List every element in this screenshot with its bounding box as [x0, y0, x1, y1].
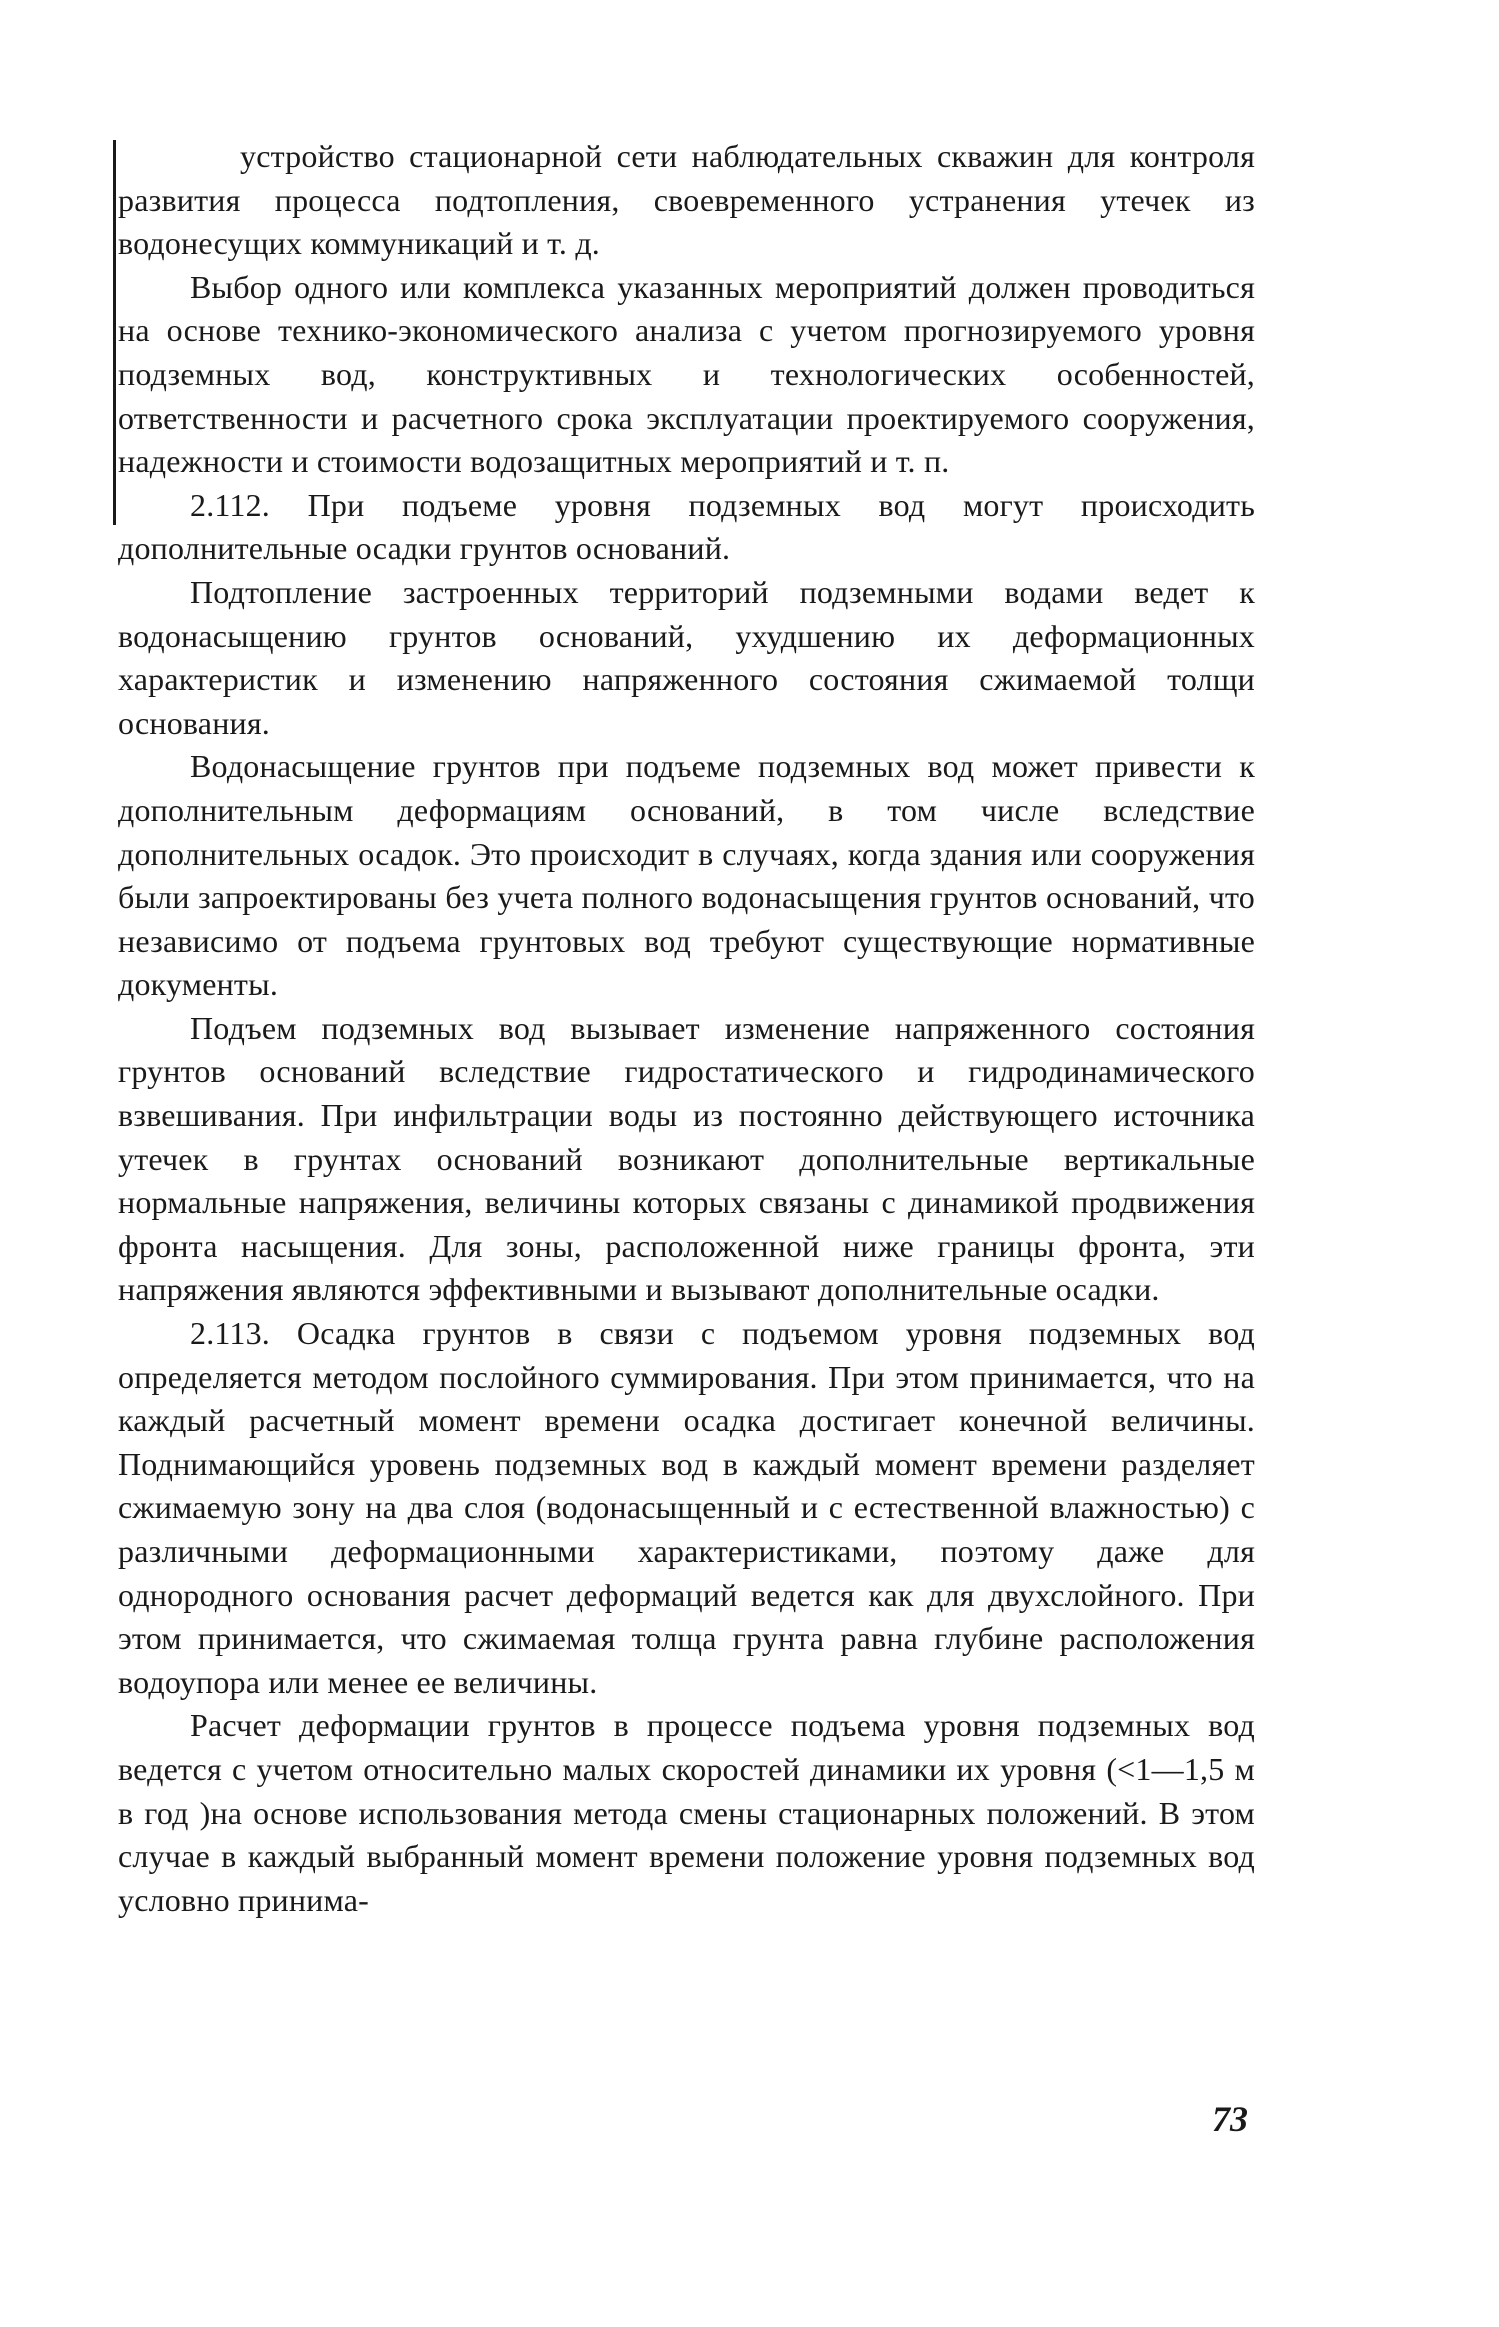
paragraph: Расчет деформации грунтов в процессе подъема уровня подземных вод ведется с учетом относительно малых скоростей динамики их уровня (<1—1,5 м в год )на основе использования метода смены стационарных положений. В этом случае в каждый выбранный момент времени положение уровня подземных вод условно принима- — [118, 1707, 1255, 1918]
section-2-113: 2.113. Осадка грунтов в связи с подъемом уровня подземных вод определяется методом послойного суммирования. При этом принимается, что на каждый расчетный момент времени осадка достигает конечной величины. Поднимающийся уровень подземных вод в каждый момент времени разделяет сжимаемую зону на два слоя (водонасыщенный и с естественной влажностью) с различными деформационными характеристиками, поэтому даже для однородного основания расчет деформаций ведется как для двухслойного. При этом принимается, что сжимаемая толща грунта равна глубине расположения водоупора или менее ее величины. — [118, 1315, 1255, 1700]
paragraph-continuation: устройство стационарной сети наблюдательных скважин для контроля развития процесса подтопления, своевременного устранения утечек из водонесущих коммуникаций и т. д. — [118, 138, 1255, 262]
paragraph: Подъем подземных вод вызывает изменение напряженного состояния грунтов оснований вследствие гидростатического и гидродинамического взвешивания. При инфильтрации воды из постоянно действующего источника утечек в грунтах оснований возникают дополнительные вертикальные нормальные напряжения, величины которых связаны с динамикой продвижения фронта насыщения. Для зоны, расположенной ниже границы фронта, эти напряжения являются эффективными и вызывают дополнительные осадки. — [118, 1009, 1255, 1308]
section-2-112: 2.112. При подъеме уровня подземных вод могут происходить дополнительные осадки грунтов оснований. — [118, 486, 1255, 567]
paragraph: Водонасыщение грунтов при подъеме подземных вод может привести к дополнительным деформациям оснований, в том числе вследствие дополнительных осадок. Это происходит в случаях, когда здания или сооружения были запроектированы без учета полного водонасыщения грунтов оснований, что независимо от подъема грунтовых вод требуют существующие нормативные документы. — [118, 748, 1255, 1003]
paragraph: Подтопление застроенных территорий подземными водами ведет к водонасыщению грунтов оснований, ухудшению их деформационных характеристик и изменению напряженного состояния сжимаемой толщи основания. — [118, 573, 1255, 741]
margin-change-bar — [113, 140, 116, 525]
body-text — [118, 135, 1255, 1922]
page-number: 73 — [1212, 2099, 1248, 2139]
paragraph: Выбор одного или комплекса указанных мероприятий должен проводиться на основе технико-экономического анализа с учетом прогнозируемого уровня подземных вод, конструктивных и технологических особенностей, ответственности и расчетного срока эксплуатации проектируемого сооружения, надежности и стоимости водозащитных мероприятий и т. п. — [118, 268, 1255, 480]
